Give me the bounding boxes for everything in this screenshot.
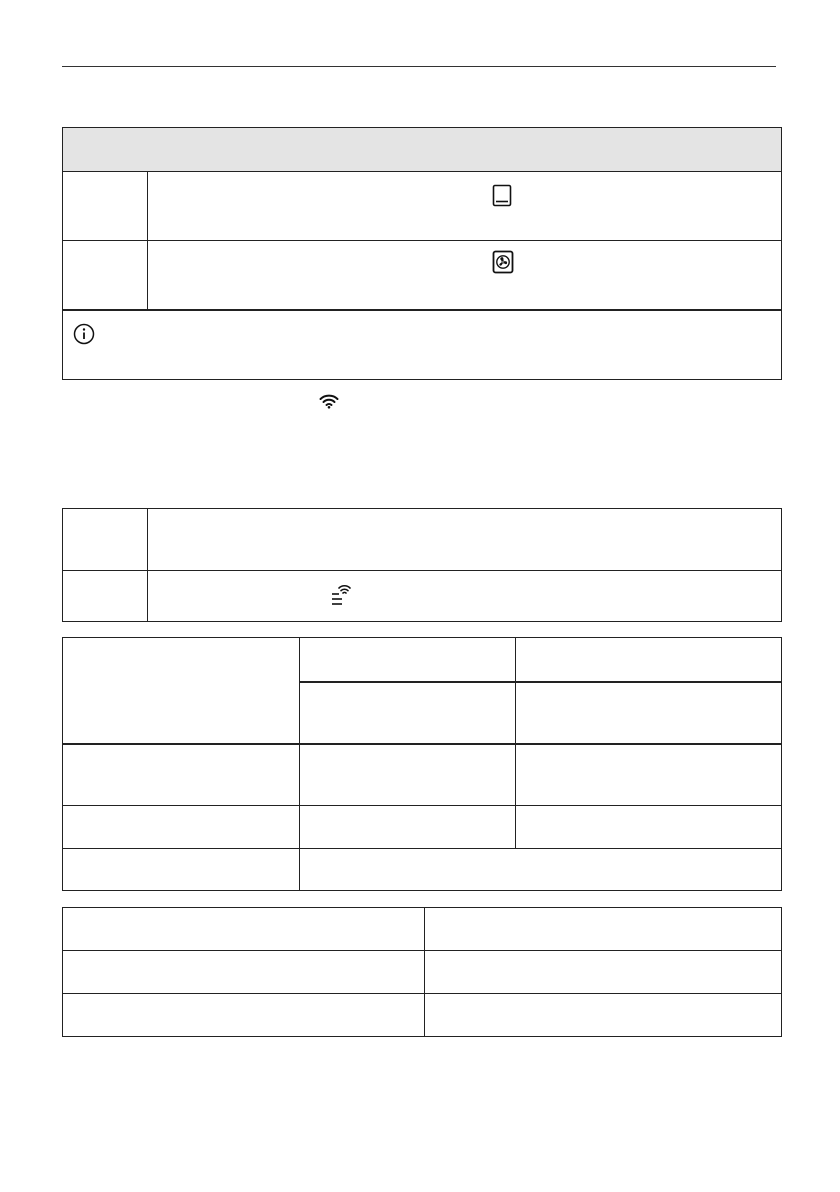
- table-cell: [63, 849, 83, 861]
- row-divider: [63, 805, 781, 806]
- row-key: [63, 172, 83, 184]
- table-cell: [63, 994, 83, 1006]
- info-icon: [73, 323, 95, 345]
- table-cell: [517, 745, 537, 757]
- info-note: [63, 311, 781, 379]
- info-note-text: [103, 311, 123, 323]
- column-divider: [299, 638, 300, 890]
- header-rule: [62, 66, 776, 67]
- table-row: [63, 241, 781, 311]
- settings-table: [62, 127, 782, 380]
- row-value: [153, 509, 173, 521]
- table-cell: [301, 806, 321, 818]
- row-key: [63, 509, 83, 521]
- column-divider: [147, 509, 148, 621]
- settings-table-header-label: [63, 123, 83, 150]
- specification-table: [62, 637, 782, 891]
- row-key: [63, 571, 83, 583]
- row-value: [153, 241, 173, 253]
- wifi-icon: [319, 393, 339, 409]
- row-divider: [63, 848, 781, 849]
- table-cell: [301, 745, 321, 757]
- settings-table-header: [63, 128, 781, 172]
- table-row: [63, 571, 781, 621]
- row-divider: [63, 950, 781, 951]
- table-cell: [517, 638, 537, 650]
- wifi-lines-icon: [330, 583, 352, 607]
- table-cell: [301, 638, 321, 650]
- connection-table: [62, 508, 782, 622]
- summary-table: [62, 907, 782, 1037]
- row-divider: [63, 993, 781, 994]
- table-cell: [63, 806, 83, 818]
- row-value: [153, 172, 173, 184]
- table-row: [63, 509, 781, 571]
- table-cell: [63, 908, 83, 920]
- row-divider: [63, 743, 781, 745]
- column-divider: [147, 172, 148, 240]
- table-row: [63, 172, 781, 241]
- table-cell: [63, 745, 83, 757]
- display-icon: [492, 184, 512, 208]
- table-cell: [426, 951, 446, 963]
- table-cell: [301, 849, 321, 861]
- fan-icon: [492, 250, 514, 274]
- table-cell: [63, 638, 83, 650]
- column-divider: [147, 241, 148, 309]
- row-key: [63, 241, 83, 253]
- row-value: [153, 571, 173, 583]
- table-cell: [301, 683, 321, 695]
- table-cell: [426, 908, 446, 920]
- table-cell: [63, 951, 83, 963]
- row-divider: [299, 681, 781, 683]
- table-cell: [426, 994, 446, 1006]
- table-cell: [517, 683, 537, 695]
- column-divider: [424, 908, 425, 1036]
- table-cell: [517, 806, 537, 818]
